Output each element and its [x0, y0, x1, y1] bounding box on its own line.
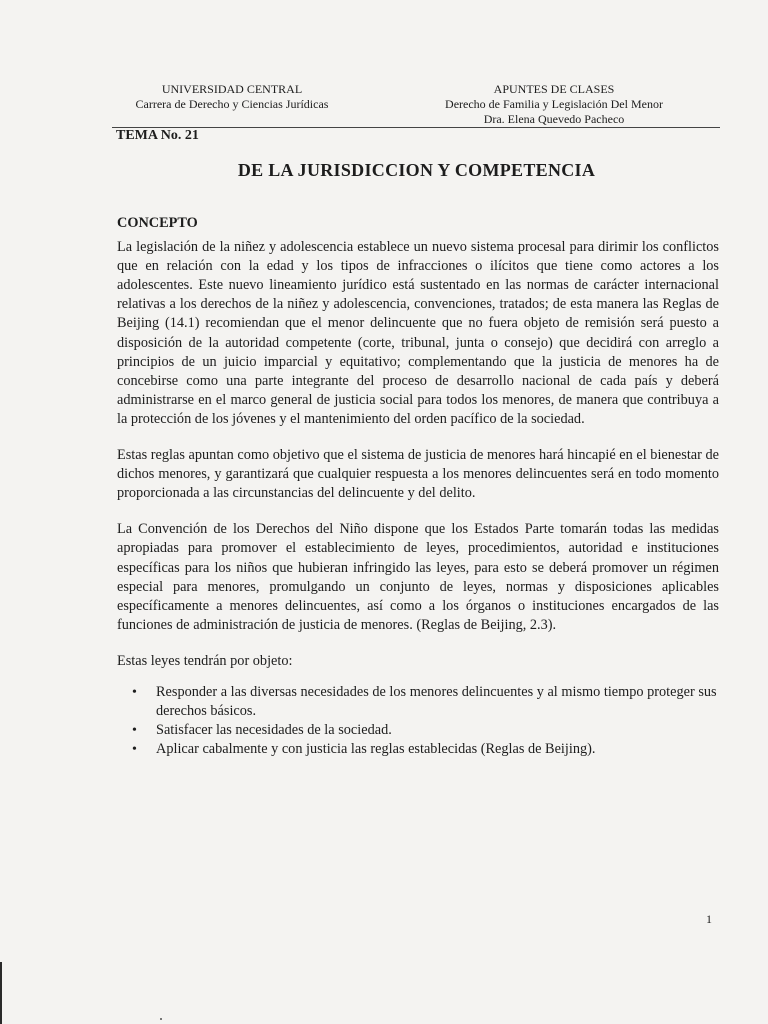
course-name: Derecho de Familia y Legislación Del Menor	[445, 97, 663, 111]
list-item-text: Satisfacer las necesidades de la sociedad.	[156, 722, 392, 739]
list-item	[117, 740, 719, 759]
topic-number: TEMA No. 21	[116, 128, 199, 143]
document-body	[117, 214, 719, 759]
header-divider	[112, 127, 720, 128]
paragraph: La legislación de la niñez y adolescencia establece un nuevo sistema procesal para dirimir los conflictos que en relación con la edad y los tipos de infracciones o ilícitos que tiene como actores a los adolescentes. Este nuevo lineamiento jurídico está sustentado en las normas de carácter internacional relativas a los derechos de la niñez y adolescencia, convenciones, tratados; de esta manera las Reglas de Beijing (14.1) recomiendan que el menor delincuente que no fuera objeto de remisión será puesto a disposición de la autoridad competente (corte, tribunal, junta o consejo) que decidirá con arreglo a principios de un juicio imparcial y equitativo; complementando que la justicia de menores ha de concebirse como una parte integrante del proceso de desarrollo nacional de cada país y deberá administrarse en el marco general de justicia social para todos los menores, de manera que contribuya a la protección de los jóvenes y el mantenimiento del orden pacífico de la sociedad.	[117, 239, 719, 427]
list-item-text: Responder a las diversas necesidades de los menores delincuentes y al mismo tiempo proteger sus derechos básicos.	[156, 683, 717, 720]
career-name: Carrera de Derecho y Ciencias Jurídicas	[135, 97, 329, 111]
notes-label: APUNTES DE CLASES	[493, 82, 615, 96]
professor-name: Dra. Elena Quevedo Pacheco	[483, 112, 625, 126]
objectives-list	[117, 683, 719, 759]
paragraph: Estas reglas apuntan como objetivo que el sistema de justicia de menores hará hincapié en el bienestar de dichos menores, y garantizará que cualquier respuesta a los menores delincuentes será en todo momento proporcionada a las circunstancias del delincuente y del delito.	[117, 447, 719, 502]
bullet-icon: •	[132, 723, 137, 739]
university-name: UNIVERSIDAD CENTRAL	[161, 82, 303, 96]
bullet-icon: •	[132, 742, 137, 758]
list-item	[117, 721, 719, 740]
list-item-text: Aplicar cabalmente y con justicia las reglas establecidas (Reglas de Beijing).	[156, 741, 596, 758]
list-item	[117, 683, 719, 721]
scan-speck	[160, 1018, 162, 1020]
document-title: DE LA JURISDICCION Y COMPETENCIA	[237, 160, 596, 180]
header-left	[112, 82, 352, 112]
paragraph: Estas leyes tendrán por objeto:	[117, 652, 293, 669]
page-number: 1	[706, 912, 712, 926]
bullet-icon: •	[132, 684, 137, 700]
section-heading: CONCEPTO	[117, 215, 198, 231]
scan-edge-mark	[0, 962, 2, 1024]
paragraph: La Convención de los Derechos del Niño dispone que los Estados Parte tomarán todas las medidas apropiadas para promover el establecimiento de leyes, procedimientos, autoridad e instituciones específicas para los niños que hubieran infringido las leyes, para esto se deberá promover un régimen especial para menores, promulgando un conjunto de leyes, normas y disposiciones aplicables específicamente a menores delincuentes, así como a los órganos o instituciones encargados de las funciones de administración de justicia de menores. (Reglas de Beijing, 2.3).	[117, 521, 719, 633]
header-right	[420, 82, 688, 127]
